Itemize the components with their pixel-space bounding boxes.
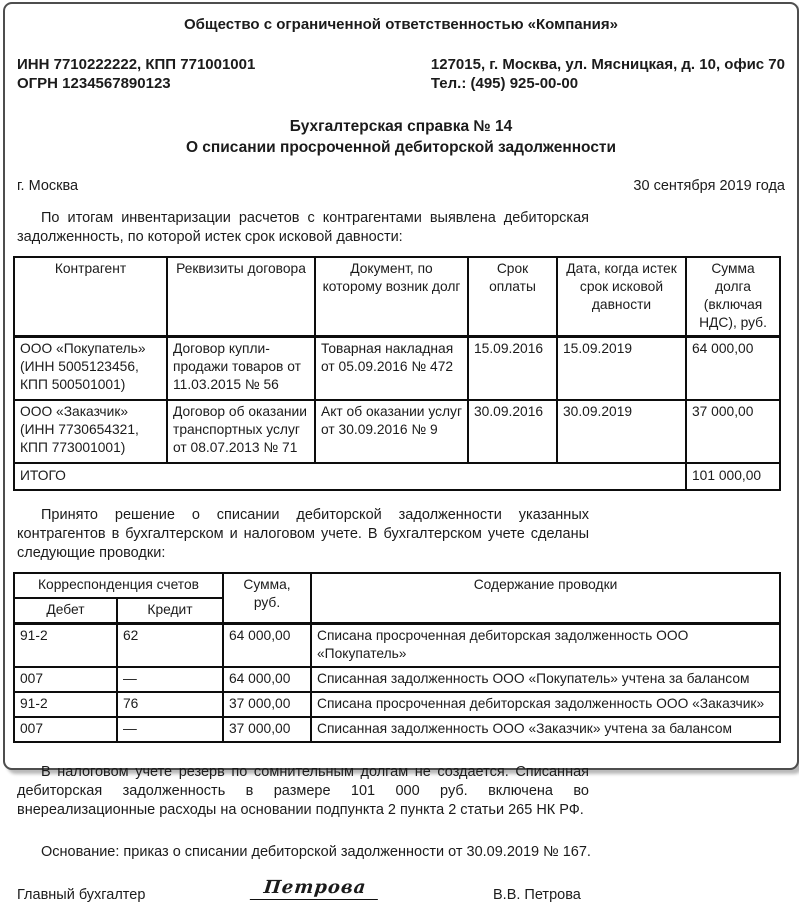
title-number-line: Бухгалтерская справка № 14 xyxy=(289,118,513,135)
address-line: 127015, г. Москва, ул. Мясницкая, д. 10, офис 70 xyxy=(430,56,785,73)
accounting-statement-document xyxy=(3,2,799,903)
col-header-document: Документ, по которому возник долг xyxy=(315,257,468,337)
cell-credit: 76 xyxy=(117,692,223,717)
table-row xyxy=(14,692,780,717)
table-row xyxy=(14,717,780,742)
cell-sum: 37 000,00 xyxy=(223,692,311,717)
signer-role: Главный бухгалтер xyxy=(17,887,146,903)
phone-line: Тел.: (495) 925-00-00 xyxy=(430,75,579,92)
cell-credit: — xyxy=(117,717,223,742)
total-amount: 101 000,00 xyxy=(686,463,780,490)
cell-expiry-date: 30.09.2019 xyxy=(557,400,686,463)
inn-kpp-line: ИНН 7710222222, КПП 771001001 xyxy=(17,56,256,73)
cell-due-date: 30.09.2016 xyxy=(468,400,557,463)
intro-paragraph: По итогам инвентаризации расчетов с контрагентами выявлена дебиторская задолженность, по которой истек срок исковой давности: xyxy=(17,210,589,245)
col-header-contract: Реквизиты договора xyxy=(167,257,315,337)
col-header-correspondence: Корреспонденция счетов xyxy=(14,573,223,598)
ogrn-line: ОГРН 1234567890123 xyxy=(17,75,171,92)
cell-document: Акт об оказании услуг от 30.09.2016 № 9 xyxy=(315,400,468,463)
table-row xyxy=(14,624,780,668)
signature-block xyxy=(13,877,789,911)
cell-debit: 91-2 xyxy=(14,624,117,668)
col-header-counterparty: Контрагент xyxy=(14,257,167,337)
cell-counterparty: ООО «Покупатель» (ИНН 5005123456, КПП 500501001) xyxy=(14,337,167,401)
cell-credit: — xyxy=(117,667,223,692)
cell-sum: 64 000,00 xyxy=(223,667,311,692)
col-header-due-date: Срок оплаты xyxy=(468,257,557,337)
col-header-content: Содержание проводки xyxy=(311,573,780,624)
signer-name: В.В. Петрова xyxy=(493,887,581,903)
table-row xyxy=(14,400,780,463)
col-header-credit: Кредит xyxy=(117,598,223,624)
cell-sum: 64 000,00 xyxy=(223,624,311,668)
requisites-right xyxy=(431,55,785,93)
title-subject-line: О списании просроченной дебиторской задолженности xyxy=(185,139,617,156)
cell-amount: 37 000,00 xyxy=(686,400,780,463)
table-row xyxy=(14,337,780,401)
cell-credit: 62 xyxy=(117,624,223,668)
cell-content: Списана просроченная дебиторская задолженность ООО «Покупатель» xyxy=(311,624,780,668)
company-name: Общество с ограниченной ответственностью «Компания» xyxy=(183,16,619,33)
basis-line: Основание: приказ о списании дебиторской задолженности от 30.09.2019 № 167. xyxy=(41,844,591,860)
col-header-debit: Дебет xyxy=(14,598,117,624)
debt-table-header-row xyxy=(14,257,780,337)
table-row xyxy=(14,667,780,692)
requisites-left xyxy=(17,55,255,93)
cell-debit: 007 xyxy=(14,667,117,692)
cell-content: Списанная задолженность ООО «Заказчик» учтена за балансом xyxy=(311,717,780,742)
debt-table xyxy=(13,256,781,491)
tax-paragraph: В налоговом учете резерв по сомнительным долгам не создается. Списанная дебиторская задолженность в размере 101 000 руб. включена во внереализационные расходы на основании подпункта 2 пункта 2 статьи 265 НК РФ. xyxy=(17,764,589,818)
cell-counterparty: ООО «Заказчик» (ИНН 7730654321, КПП 773001001) xyxy=(14,400,167,463)
col-header-amount: Сумма долга (включая НДС), руб. xyxy=(686,257,780,337)
decision-paragraph: Принято решение о списании дебиторской задолженности указанных контрагентов в бухгалтерском и налоговом учете. В бухгалтерском учете сделаны следующие проводки: xyxy=(17,507,589,561)
posting-table xyxy=(13,572,781,743)
handwritten-signature: Петрова xyxy=(250,877,380,900)
cell-sum: 37 000,00 xyxy=(223,717,311,742)
cell-content: Списана просроченная дебиторская задолженность ООО «Заказчик» xyxy=(311,692,780,717)
cell-due-date: 15.09.2016 xyxy=(468,337,557,401)
date-label: 30 сентября 2019 года xyxy=(633,178,785,194)
cell-contract: Договор купли-продажи товаров от 11.03.2015 № 56 xyxy=(167,337,315,401)
total-label: ИТОГО xyxy=(14,463,686,490)
cell-content: Списанная задолженность ООО «Покупатель» учтена за балансом xyxy=(311,667,780,692)
requisites-block xyxy=(13,55,789,93)
cell-expiry-date: 15.09.2019 xyxy=(557,337,686,401)
cell-contract: Договор об оказании транспортных услуг от 08.07.2013 № 71 xyxy=(167,400,315,463)
cell-amount: 64 000,00 xyxy=(686,337,780,401)
posting-header-row-1 xyxy=(14,573,780,598)
col-header-sum: Сумма, руб. xyxy=(223,573,311,624)
col-header-expiry-date: Дата, когда истек срок исковой давности xyxy=(557,257,686,337)
cell-debit: 91-2 xyxy=(14,692,117,717)
document-title xyxy=(13,116,789,158)
cell-debit: 007 xyxy=(14,717,117,742)
cell-document: Товарная накладная от 05.09.2016 № 472 xyxy=(315,337,468,401)
total-row xyxy=(14,463,780,490)
city-label: г. Москва xyxy=(17,178,79,194)
place-date-row xyxy=(13,178,789,194)
